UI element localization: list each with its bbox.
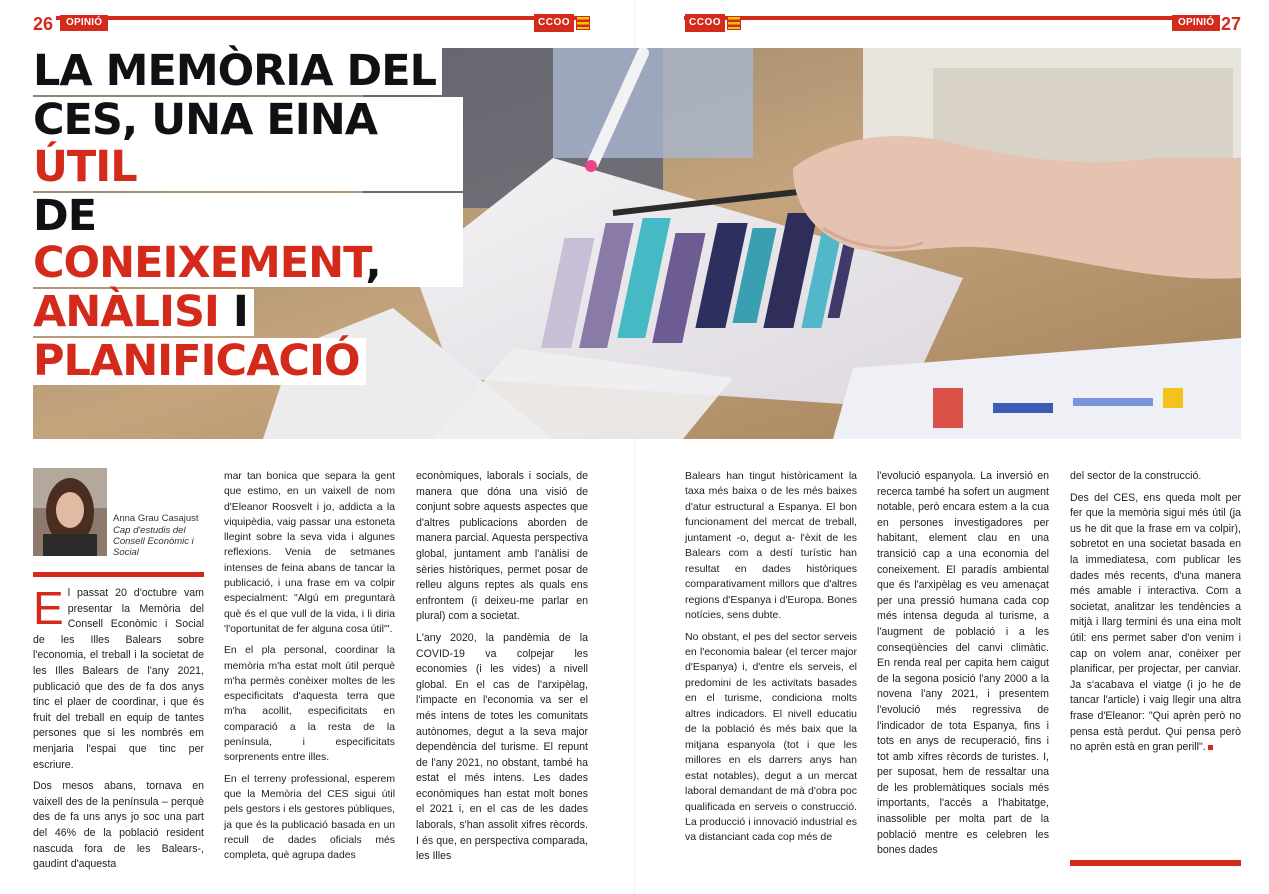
title-line-1 [33, 48, 442, 95]
article-column-5 [877, 469, 1049, 865]
end-mark-icon [1208, 745, 1213, 750]
author-portrait [33, 468, 107, 556]
title-line-3-end: , [365, 238, 381, 288]
title-line-1-text: LA MEMÒRIA DEL [33, 46, 436, 96]
ccoo-logo-right [685, 15, 741, 31]
title-line-5-highlight: PLANIFICACIÓ [33, 336, 360, 386]
title-line-3-text: DE [33, 191, 97, 241]
article-paragraph: Balears han tingut històricament la taxa més baixa o de les més baixes d'atur estructural a Espanya. El bon funcionament del mercat de treball, juntament -o, degut a- l'èxit de les Balears com a destí turístic han resultat en dades històriques comparativament millors que d'altres regions d'Espanya i d'Europa. Bones notícies, sens dubte. [685, 470, 857, 622]
article-paragraph: L'any 2020, la pandèmia de la COVID-19 va colpejar les economies (i les vides) a nivell global. En el cas de l'arxipèlag, l'impacte en l'economia va ser el més intens de totes les comunitats autònomes, degut a la seva major dependència del turisme. El repunt de l'any 2021, no obstant, també ha estat el més intens. Les dades econòmiques han estat molt bones el 2021 i, en el cas de les dades laborals, s'han assolit xifres rècords. I és que, en perspectiva comparada, les Illes [416, 631, 588, 863]
title-line-2-highlight: ÚTIL [33, 142, 137, 192]
paragraph-text: l passat 20 d'octubre vam presentar la Memòria del Consell Econòmic i Social de les Illes Balears sobre l'economia, el treball i la societat de les Illes Balears de l'any 2021, publicació que des de fa dos anys tinc el plaer de coordinar, i que és fruit del treball en equip de tantes persones que si les nombrés em menjaria l'espai que tinc per escriure. [33, 587, 204, 771]
title-line-4 [33, 289, 254, 336]
title-line-2-text: CES, UNA EINA [33, 95, 377, 145]
article-column-3 [416, 469, 588, 871]
author-role: Cap d'estudis del Consell Econòmic i Social [113, 525, 194, 558]
senyera-flag-icon [727, 16, 741, 30]
title-line-2 [33, 97, 463, 191]
article-title [33, 48, 463, 387]
article-paragraph: No obstant, el pes del sector serveis en l'economia balear (el tercer major d'Espanya) i, d'entre els serveis, el predomini de les activitats basades en el turisme, condiciona molts altres indicadors. El nivell educatiu de la població és més baix que la mitjana espanyola (tot i que les millores en els darrers anys han estat notables), degut a un mercat laboral demandant de mà d'obra poc qualificada en serveis o construcció. La producció i innovació industrial es va distanciant cada cop més de [685, 630, 857, 844]
article-paragraph: mar tan bonica que separa la gent que estimo, en un vaixell de nom d'Eleanor Roosvelt i jo, addicta a la viquipèdia, vaig passar una estoneta llegint sobre la seva vida i algunes reflexions. Venia de setmanes intenses de feina abans de tancar la publicació, i una frase em va colpir especialment: "Algú em preguntarà què és el que vull de la vida, i li diria 'l'oportunitat de fer alguna cosa útil'". [224, 471, 395, 635]
article-paragraph: l'evolució espanyola. La inversió en recerca també ha sofert un augment notable, però encara estem a la cua en persones investigadores per habitant, element clau en una transició cap a una economia del coneixement. El paradís ambiental que és l'arxipèlag es veu amenaçat per una pressió humana cada cop més intensa deguda al turisme, a l'augment de població i a les conseqüències del canvi climàtic. En renda real per capita hem caigut de la segona posició l'any 2000 a la novena l'any 2021, i presentem l'evolució més regressiva de l'indicador de tota Espanya, fins i tots en anys de recuperació, fins i tot amb xifres rècords de turistes. I, per suposat, hem de ressaltar una de les problemàtiques socials més importants, l'accés a l'habitatge, inassolible per molta part de la població mentre es celebren les bones dades [877, 470, 1049, 857]
article-column-2 [224, 469, 395, 869]
author-rule [33, 572, 204, 577]
ccoo-logo-text: CCOO [685, 14, 725, 32]
page-number-left: 26 [33, 14, 54, 34]
title-line-3 [33, 193, 463, 287]
article-column-1 [33, 582, 204, 879]
article-column-4 [685, 469, 857, 852]
article-paragraph: En el pla personal, coordinar la memòria m'ha estat molt útil perquè m'ha permès conèixer moltes de les especificitats d'aquesta terra que m'ha acollit, especificitats en comparació a la resta de la península, i especificitats sorprenents entre illes. [224, 645, 395, 764]
article-paragraph: econòmiques, laborals i socials, de manera que dóna una visió de conjunt sobre aquests aspectes que d'altres publicacions aborden de manera parcial. Aquesta perspectiva global, juntament amb l'anàlisi de sèries històriques, permet posar de relleu alguns reptes als quals ens enfrontem (i deixeu-me parlar en plural) com a societat. [416, 470, 588, 623]
article-paragraph: Dos mesos abans, tornava en vaixell des de la península – perquè des de fa uns anys jo soc una part del 46% de la població resident nascuda fora de les Balears-, gaudint d'aquesta [33, 780, 204, 871]
header-rule-right [684, 16, 1216, 20]
ccoo-logo-left [534, 15, 590, 31]
section-tag-right: OPINIÓ [1172, 15, 1220, 31]
article-column-6 [1070, 469, 1241, 762]
title-line-4-end: I [218, 287, 248, 337]
paragraph-text: Des del CES, ens queda molt per fer que la memòria sigui més útil (ja us he dit que la frase em va colpir), sobretot en una societat basada en la immediatesa, com publicar les dades més recents, d'una manera més amable i interactiva. Com a societat, analitzar les tendències a mitjà i llarg termini és una eina molt útil: ens permet saber d'on venim i cap on volem anar, conèixer per planificar, per projectar, per canviar. Ja s'acabava el viatge (i jo he de tancar l'article) i vaig llegir una altra frase d'Eleanor: "Qui aprèn però no pensa està perdut. Qui pensa però no aprèn està en gran perill". [1070, 491, 1241, 754]
author-byline [113, 513, 213, 558]
title-line-3-highlight: CONEIXEMENT [33, 238, 366, 288]
article-paragraph: En el terreny professional, esperem que la Memòria del CES sigui útil pels gestors i els gestores públiques, ja que és la publicació basada en un recull de dades oficials més completa, què agrupa dades [224, 773, 395, 862]
footer-rule [1070, 860, 1241, 866]
article-paragraph [1070, 491, 1241, 756]
header-rule-left [56, 16, 589, 20]
author-photo [33, 468, 107, 556]
title-line-4-highlight: ANÀLISI [33, 287, 219, 337]
page-number-right: 27 [1221, 14, 1242, 34]
ccoo-logo-text: CCOO [534, 14, 574, 32]
article-paragraph [33, 582, 204, 773]
drop-cap: E [33, 582, 64, 634]
author-name: Anna Grau Casajust [113, 513, 199, 524]
section-tag-left: OPINIÓ [60, 15, 108, 31]
article-paragraph: del sector de la construcció. [1070, 470, 1202, 482]
title-line-5 [33, 338, 366, 385]
senyera-flag-icon [576, 16, 590, 30]
